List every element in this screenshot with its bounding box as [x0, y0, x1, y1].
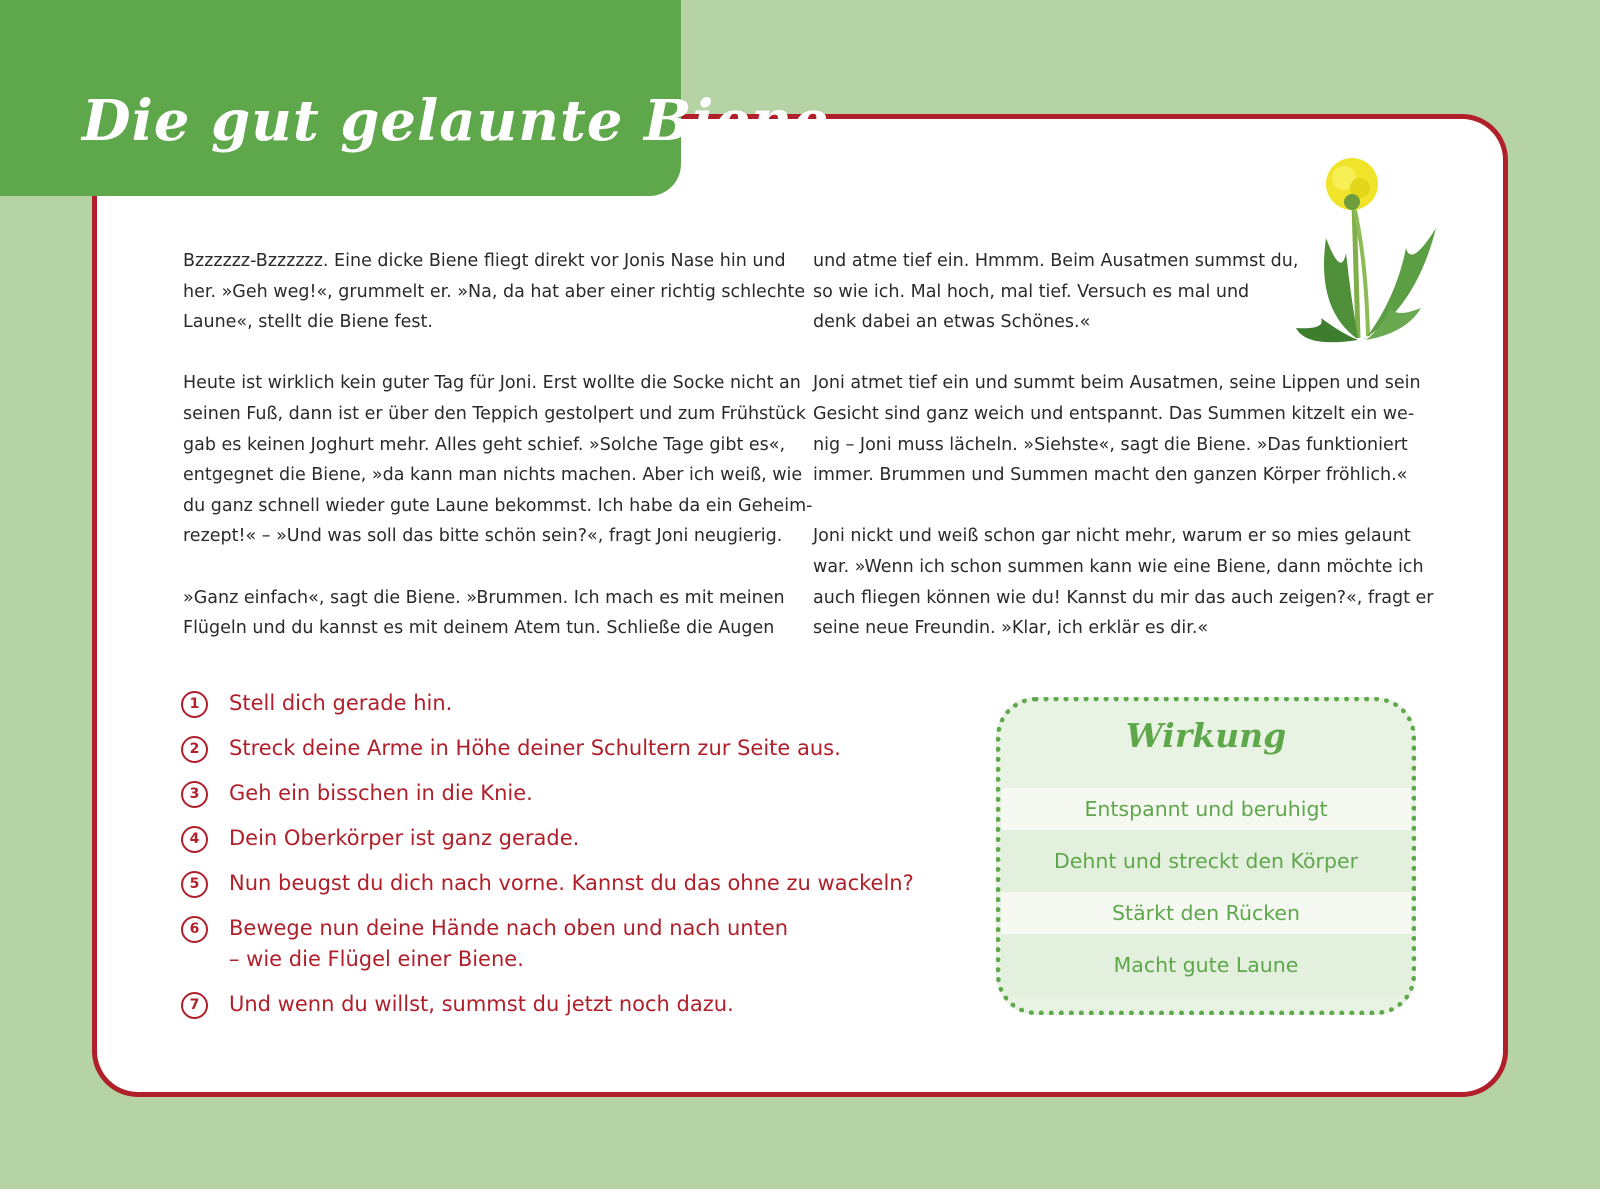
step-text: Streck deine Arme in Höhe deiner Schultern zur Seite aus. [229, 736, 841, 760]
step-number-5: 5 [181, 871, 208, 898]
wirkung-title: Wirkung [1125, 716, 1287, 755]
dandelion-illustration [1296, 158, 1456, 353]
step-item [181, 823, 951, 854]
wirkung-box [996, 697, 1416, 1015]
step-text: Stell dich gerade hin. [229, 691, 453, 715]
step-number-6: 6 [181, 916, 208, 943]
step-text: Geh ein bisschen in die Knie. [229, 781, 533, 805]
title-banner [0, 0, 830, 196]
story-paragraph: Bzzzzzz-Bzzzzzz. Eine dicke Biene fliegt direkt vor Jonis Nase hin und her. »Geh weg!«, grummelt er. »Na, da hat aber einer richtig schlechte Laune«, stellt die Biene fest. [183, 251, 806, 333]
step-text: Dein Oberkörper ist ganz gerade. [229, 826, 580, 850]
step-number-3: 3 [181, 781, 208, 808]
wirkung-item: Dehnt und streckt den Körper [1001, 830, 1411, 892]
wirkung-item: Entspannt und beruhigt [1001, 788, 1411, 830]
story-paragraph: Heute ist wirklich kein guter Tag für Joni. Erst wollte die Socke nicht an seinen Fuß, dann ist er über den Teppich gestolpert und zum Frühstück gab es keinen Joghurt mehr. Alles geht schief. »Solche Tage gibt es«, entgegnet die Biene, »da kann man nichts machen. Aber ich weiß, wie du ganz schnell wieder gute Laune bekommst. Ich habe da ein Geheim- rezept!« – »Und was soll das bitte schön sein?«, fragt Joni neugierig. [183, 373, 813, 547]
step-text: Nun beugst du dich nach vorne. Kannst du das ohne zu wackeln? [229, 871, 914, 895]
step-number-7: 7 [181, 992, 208, 1019]
step-text: Bewege nun deine Hände nach oben und nach unten [229, 916, 789, 940]
step-item [181, 989, 951, 1020]
step-number-4: 4 [181, 826, 208, 853]
step-item [181, 868, 951, 899]
step-text-continued: – wie die Flügel einer Biene. [229, 947, 524, 971]
story-paragraph: »Ganz einfach«, sagt die Biene. »Brummen. Ich mach es mit meinen Flügeln und du kannst es mit deinem Atem tun. Schließe die Augen [183, 587, 785, 639]
step-item [181, 733, 951, 764]
wirkung-item: Macht gute Laune [1001, 934, 1411, 996]
step-item [181, 688, 951, 719]
step-item [181, 778, 951, 809]
step-number-1: 1 [181, 691, 208, 718]
wirkung-item: Stärkt den Rücken [1001, 892, 1411, 934]
step-number-2: 2 [181, 736, 208, 763]
story-paragraph: und atme tief ein. Hmmm. Beim Ausatmen summst du, so wie ich. Mal hoch, mal tief. Versuch es mal und denk dabei an etwas Schönes.« [813, 251, 1299, 333]
story-column-left [183, 246, 813, 674]
story-paragraph: Joni atmet tief ein und summt beim Ausatmen, seine Lippen und sein Gesicht sind ganz weich und entspannt. Das Summen kitzelt ein we- nig – Joni muss lächeln. »Siehste«, sagt die Biene. »Das funktioniert immer. Brummen und Summen macht den ganzen Körper fröhlich.« [813, 373, 1421, 486]
step-item [181, 913, 951, 975]
step-text: Und wenn du willst, summst du jetzt noch dazu. [229, 992, 734, 1016]
exercise-steps [181, 688, 951, 1034]
story-paragraph: Joni nickt und weiß schon gar nicht mehr, warum er so mies gelaunt war. »Wenn ich schon summen kann wie eine Biene, dann möchte ich auch fliegen können wie du! Kannst du mir das auch zeigen?«, fragt er seine neue Freundin. »Klar, ich erklär es dir.« [813, 526, 1434, 639]
page-title: Die gut gelaunte Biene [82, 88, 830, 154]
